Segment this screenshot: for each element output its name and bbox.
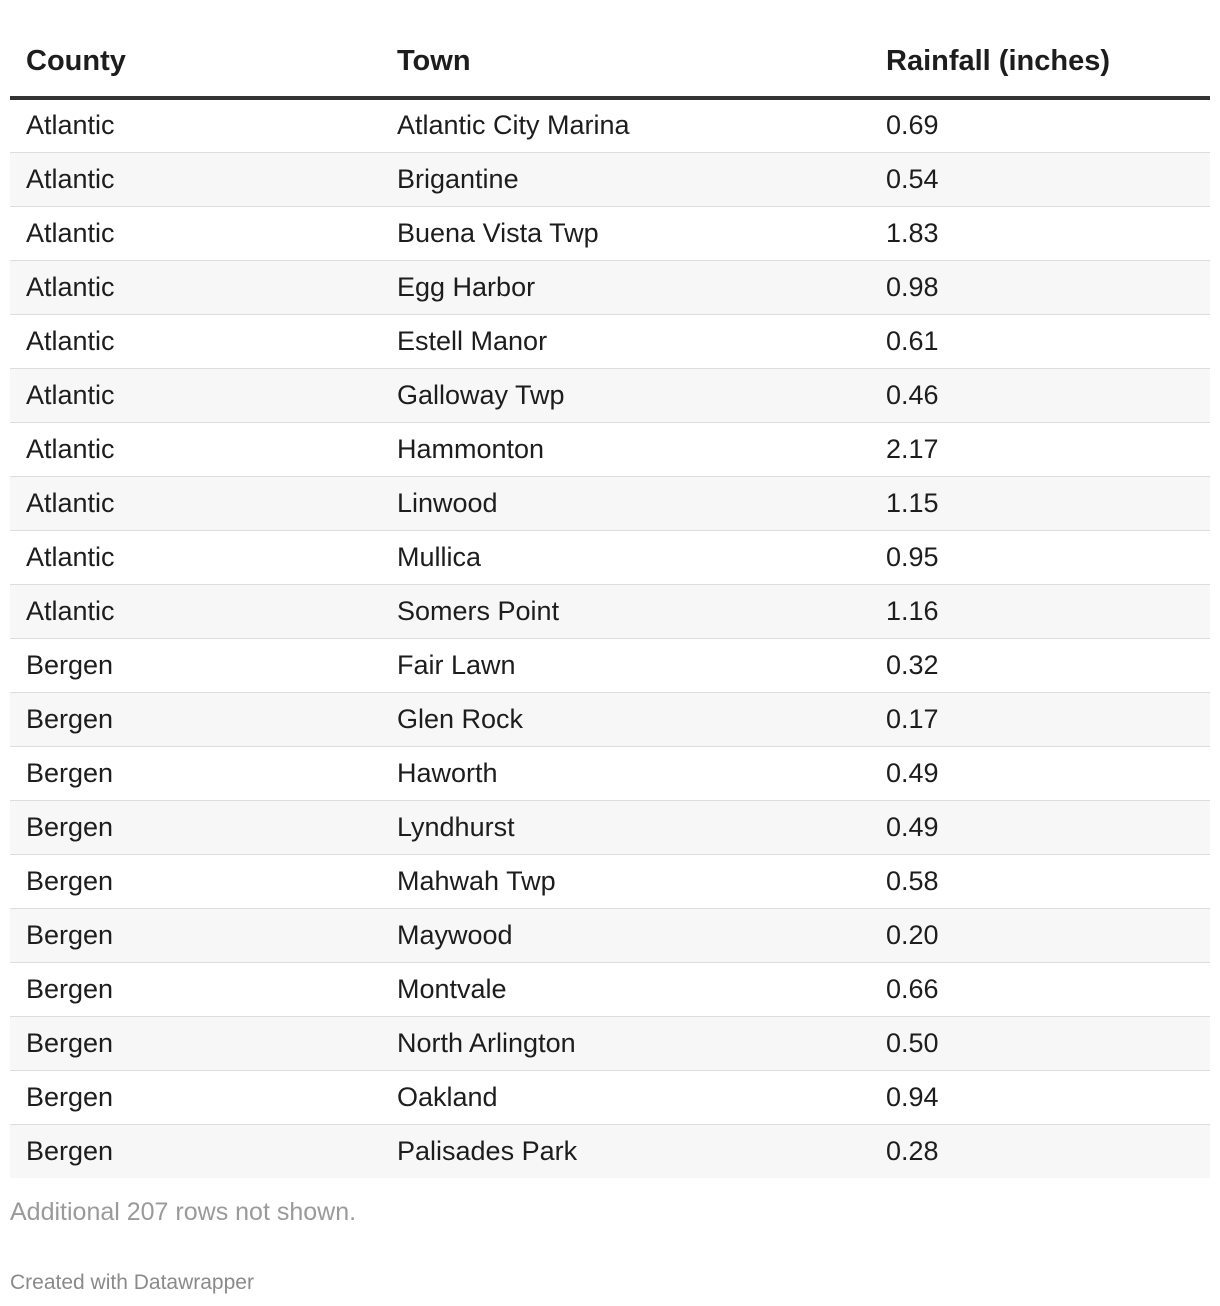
table-row xyxy=(10,422,1210,476)
town-cell: Oakland xyxy=(381,1070,870,1124)
rainfall-cell: 0.20 xyxy=(870,908,1210,962)
county-cell: Atlantic xyxy=(10,314,381,368)
table-row xyxy=(10,1016,1210,1070)
header-row xyxy=(10,0,1210,98)
table-row xyxy=(10,638,1210,692)
rainfall-cell: 0.66 xyxy=(870,962,1210,1016)
table-row xyxy=(10,584,1210,638)
county-cell: Atlantic xyxy=(10,152,381,206)
table-row xyxy=(10,476,1210,530)
rainfall-cell: 0.94 xyxy=(870,1070,1210,1124)
rainfall-cell: 0.58 xyxy=(870,854,1210,908)
rainfall-cell: 0.49 xyxy=(870,800,1210,854)
town-cell: North Arlington xyxy=(381,1016,870,1070)
table-row xyxy=(10,800,1210,854)
rainfall-cell: 0.54 xyxy=(870,152,1210,206)
table-row xyxy=(10,98,1210,152)
county-cell: Bergen xyxy=(10,746,381,800)
county-cell: Atlantic xyxy=(10,530,381,584)
town-cell: Buena Vista Twp xyxy=(381,206,870,260)
town-cell: Palisades Park xyxy=(381,1124,870,1178)
table-row xyxy=(10,692,1210,746)
town-cell: Montvale xyxy=(381,962,870,1016)
rainfall-cell: 0.46 xyxy=(870,368,1210,422)
town-cell: Mahwah Twp xyxy=(381,854,870,908)
town-cell: Somers Point xyxy=(381,584,870,638)
town-cell: Estell Manor xyxy=(381,314,870,368)
rainfall-cell: 0.32 xyxy=(870,638,1210,692)
table-row xyxy=(10,854,1210,908)
town-cell: Hammonton xyxy=(381,422,870,476)
county-cell: Atlantic xyxy=(10,368,381,422)
county-cell: Atlantic xyxy=(10,260,381,314)
county-cell: Bergen xyxy=(10,638,381,692)
table-row xyxy=(10,530,1210,584)
county-cell: Bergen xyxy=(10,692,381,746)
rainfall-cell: 2.17 xyxy=(870,422,1210,476)
rainfall-cell: 1.15 xyxy=(870,476,1210,530)
table-row xyxy=(10,1070,1210,1124)
rainfall-cell: 0.17 xyxy=(870,692,1210,746)
county-cell: Bergen xyxy=(10,1070,381,1124)
table-row xyxy=(10,1124,1210,1178)
county-cell: Bergen xyxy=(10,962,381,1016)
column-header-town[interactable]: Town xyxy=(381,0,870,98)
town-cell: Glen Rock xyxy=(381,692,870,746)
county-cell: Bergen xyxy=(10,908,381,962)
rainfall-cell: 0.50 xyxy=(870,1016,1210,1070)
table-body xyxy=(10,98,1210,1178)
rainfall-cell: 1.83 xyxy=(870,206,1210,260)
rainfall-cell: 0.61 xyxy=(870,314,1210,368)
table-row xyxy=(10,152,1210,206)
town-cell: Lyndhurst xyxy=(381,800,870,854)
county-cell: Bergen xyxy=(10,800,381,854)
rainfall-cell: 1.16 xyxy=(870,584,1210,638)
rainfall-cell: 0.49 xyxy=(870,746,1210,800)
table-container xyxy=(10,0,1210,1295)
table-row xyxy=(10,908,1210,962)
county-cell: Atlantic xyxy=(10,206,381,260)
table-row xyxy=(10,962,1210,1016)
rainfall-cell: 0.69 xyxy=(870,98,1210,152)
rainfall-cell: 0.28 xyxy=(870,1124,1210,1178)
table-row xyxy=(10,368,1210,422)
county-cell: Bergen xyxy=(10,1016,381,1070)
table-row xyxy=(10,206,1210,260)
table-row xyxy=(10,314,1210,368)
county-cell: Atlantic xyxy=(10,584,381,638)
county-cell: Atlantic xyxy=(10,98,381,152)
town-cell: Haworth xyxy=(381,746,870,800)
datawrapper-credit: Created with Datawrapper xyxy=(10,1271,254,1294)
rainfall-cell: 0.95 xyxy=(870,530,1210,584)
town-cell: Atlantic City Marina xyxy=(381,98,870,152)
rainfall-table xyxy=(10,0,1210,1178)
town-cell: Mullica xyxy=(381,530,870,584)
town-cell: Galloway Twp xyxy=(381,368,870,422)
town-cell: Fair Lawn xyxy=(381,638,870,692)
county-cell: Bergen xyxy=(10,1124,381,1178)
town-cell: Egg Harbor xyxy=(381,260,870,314)
town-cell: Brigantine xyxy=(381,152,870,206)
column-header-rainfall[interactable]: Rainfall (inches) xyxy=(870,0,1210,98)
county-cell: Atlantic xyxy=(10,422,381,476)
town-cell: Maywood xyxy=(381,908,870,962)
county-cell: Atlantic xyxy=(10,476,381,530)
rows-not-shown-note: Additional 207 rows not shown. xyxy=(10,1198,357,1226)
county-cell: Bergen xyxy=(10,854,381,908)
rainfall-cell: 0.98 xyxy=(870,260,1210,314)
column-header-county[interactable]: County xyxy=(10,0,381,98)
table-row xyxy=(10,260,1210,314)
table-row xyxy=(10,746,1210,800)
town-cell: Linwood xyxy=(381,476,870,530)
